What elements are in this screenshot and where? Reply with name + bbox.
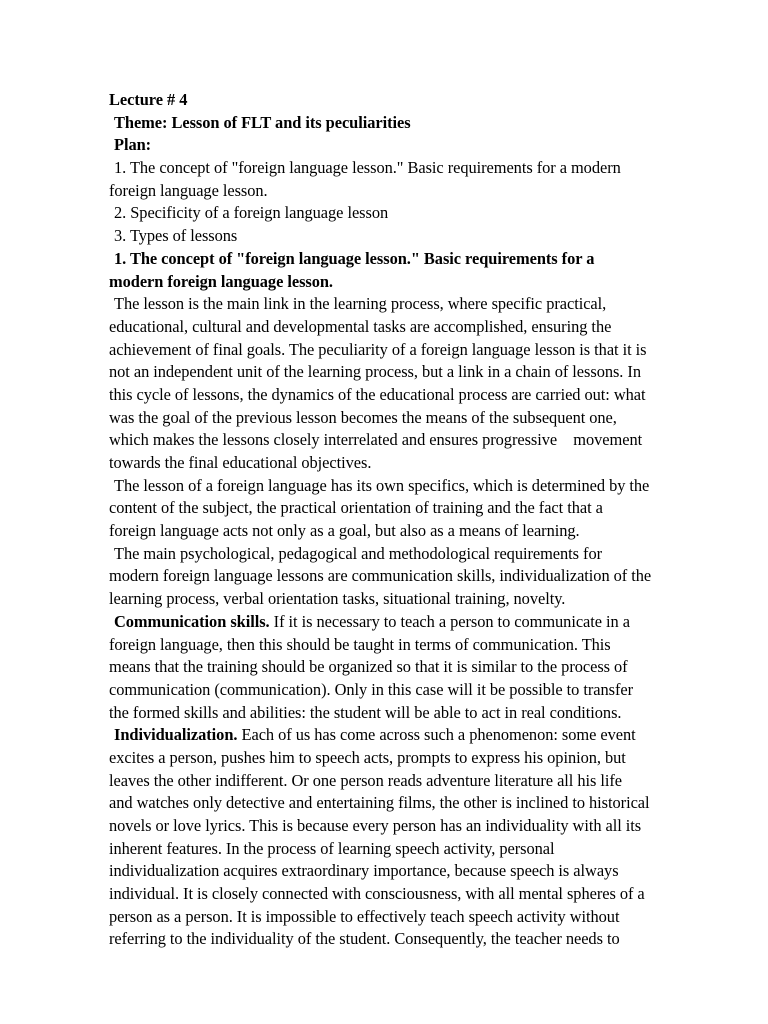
communication-skills-heading: Communication skills. <box>114 611 270 631</box>
document-page <box>109 89 719 951</box>
individualization-line: referring to the individuality of the student. Consequently, the teacher needs to <box>109 929 620 949</box>
para-1-line: this cycle of lessons, the dynamics of the educational process are carried out: what <box>109 384 646 404</box>
para-1-line: which makes the lessons closely interrelated and ensures progressive movement <box>109 430 643 450</box>
para-1-line: The lesson is the main link in the learning process, where specific practical, <box>114 294 607 314</box>
individualization-line: excites a person, pushes him to speech acts, prompts to express his opinion, but <box>109 747 626 767</box>
section-1-heading-line-1: 1. The concept of "foreign language lesson." Basic requirements for a <box>114 248 595 268</box>
para-3-line: learning process, verbal orientation tasks, situational training, novelty. <box>109 589 566 609</box>
para-1-line: towards the final educational objectives. <box>109 453 372 472</box>
individualization-heading: Individualization. <box>114 725 238 745</box>
para-1-line: achievement of final goals. The peculiarity of a foreign language lesson is that it is <box>109 339 647 359</box>
individualization-text: Each of us has come across such a phenomenon: some event <box>241 725 636 745</box>
para-3-line: modern foreign language lessons are communication skills, individualization of the <box>109 566 652 586</box>
para-2-line: foreign language acts not only as a goal, but also as a means of learning. <box>109 521 580 541</box>
section-1-heading-line-2: modern foreign language lesson. <box>109 271 333 291</box>
communication-skills-first-line <box>109 611 719 634</box>
theme-title: Theme: Lesson of FLT and its peculiarities <box>114 112 411 132</box>
communication-skills-line: communication (communication). Only in this case will it be possible to transfer <box>109 679 634 699</box>
individualization-line: leaves the other indifferent. Or one person reads adventure literature all his life <box>109 770 623 790</box>
individualization-line: novels or love lyrics. This is because every person has an individuality with all its <box>109 816 642 835</box>
para-3-line: The main psychological, pedagogical and methodological requirements for <box>114 543 603 563</box>
para-2-line: The lesson of a foreign language has its own specifics, which is determined by the <box>114 475 650 495</box>
plan-item-1-line-2: foreign language lesson. <box>109 180 268 200</box>
individualization-line: inherent features. In the process of learning speech activity, personal <box>109 838 555 858</box>
individualization-line: individual. It is closely connected with consciousness, with all mental spheres of a <box>109 884 645 904</box>
lecture-title: Lecture # 4 <box>109 90 188 109</box>
plan-item-1-line-1: 1. The concept of "foreign language lesson." Basic requirements for a modern <box>114 158 621 178</box>
individualization-line: individualization acquires extraordinary importance, because speech is always <box>109 861 619 881</box>
para-1-line: educational, cultural and developmental tasks are accomplished, ensuring the <box>109 316 612 336</box>
communication-skills-text: If it is necessary to teach a person to communicate in a <box>273 611 630 631</box>
individualization-line: person as a person. It is impossible to effectively teach speech activity without <box>109 906 620 926</box>
communication-skills-line: foreign language, then this should be taught in terms of communication. This <box>109 634 611 654</box>
individualization-line: and watches only detective and entertaining films, the other is inclined to historical <box>109 793 650 813</box>
individualization-first-line <box>109 724 719 747</box>
communication-skills-line: means that the training should be organized so that it is similar to the process of <box>109 657 628 677</box>
communication-skills-line: the formed skills and abilities: the student will be able to act in real conditions. <box>109 702 622 722</box>
plan-item-2: 2. Specificity of a foreign language lesson <box>114 203 389 223</box>
para-1-line: was the goal of the previous lesson becomes the means of the subsequent one, <box>109 407 617 427</box>
para-2-line: content of the subject, the practical orientation of training and the fact that a <box>109 498 603 518</box>
plan-heading: Plan: <box>114 135 152 155</box>
para-1-line: not an independent unit of the learning process, but a link in a chain of lessons. In <box>109 362 641 382</box>
plan-item-3: 3. Types of lessons <box>114 226 238 246</box>
